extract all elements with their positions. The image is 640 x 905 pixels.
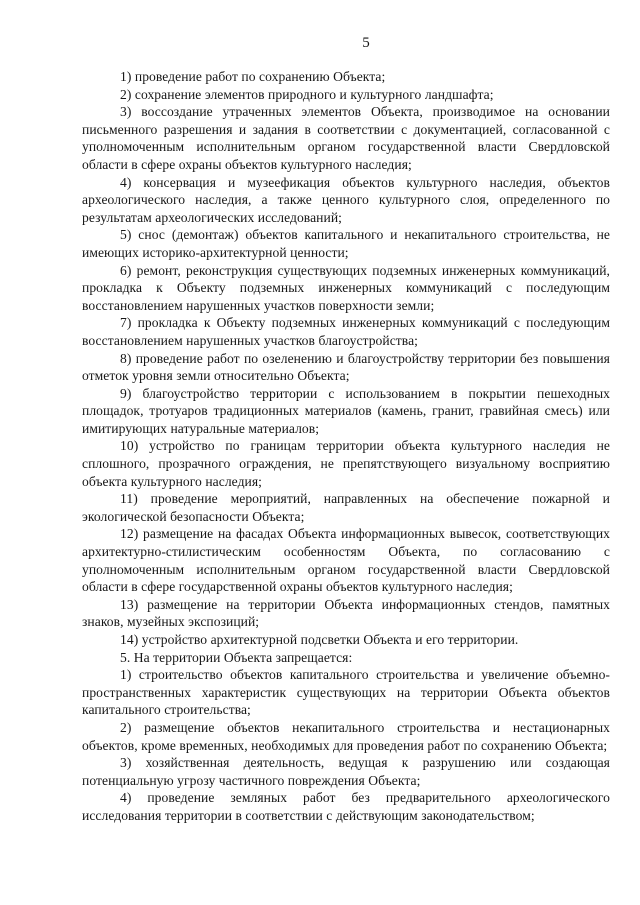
paragraph: 14) устройство архитектурной подсветки Объекта и его территории. <box>120 632 519 647</box>
paragraph: 6) ремонт, реконструкция существующих подземных инженерных коммуникаций, прокладка к Объекту подземных инженерных коммуникаций с последующим восстановлением нарушенных участков поверхности земли; <box>82 262 610 313</box>
paragraph: 2) размещение объектов некапитального строительства и нестационарных объектов, кроме временных, необходимых для проведения работ по сохранению Объекта; <box>82 719 610 753</box>
paragraph: 8) проведение работ по озеленению и благоустройству территории без повышения отметок уровня земли относительно Объекта; <box>82 350 610 384</box>
paragraph: 2) сохранение элементов природного и культурного ландшафта; <box>120 86 494 102</box>
page-number: 5 <box>362 35 370 51</box>
paragraph: 1) строительство объектов капитального строительства и увеличение объемно-пространственных характеристик существующих на территории Объекта объектов капитального строительства; <box>82 667 610 718</box>
paragraph: 9) благоустройство территории с использованием в покрытии пешеходных площадок, тротуаров традиционных материалов (камень, гранит, гравийная смесь) или имитирующих натуральные материалов; <box>82 385 610 436</box>
paragraph: 1) проведение работ по сохранению Объекта; <box>120 69 386 84</box>
paragraph: 5) снос (демонтаж) объектов капитального и некапитального строительства, не имеющих историко-архитектурной ценности; <box>82 227 610 260</box>
paragraph: 12) размещение на фасадах Объекта информационных вывесок, соответствующих архитектурно-стилистическим особенностям Объекта, по согласованию с уполномоченным исполнительным органом государственной власти Свердловской области в сфере государственной охраны объектов культурного наследия; <box>82 526 610 595</box>
paragraph: 10) устройство по границам территории объекта культурного наследия не сплошного, прозрачного ограждения, не препятствующего визуальному восприятию объекта культурного наследия; <box>82 438 610 489</box>
paragraph: 4) консервация и музеефикация объектов культурного наследия, объектов археологического наследия, а также ценного культурного слоя, определенного по результатам археологических исследований; <box>82 174 610 225</box>
paragraph: 13) размещение на территории Объекта информационных стендов, памятных знаков, музейных экспозиций; <box>82 596 610 630</box>
paragraph: 7) прокладка к Объекту подземных инженерных коммуникаций с последующим восстановлением нарушенных участков благоустройства; <box>82 315 610 348</box>
document-body <box>82 68 610 825</box>
paragraph: 4) проведение земляных работ без предварительного археологического исследования территории в соответствии с действующим законодательством; <box>82 790 610 823</box>
paragraph: 3) воссоздание утраченных элементов Объекта, производимое на основании письменного разрешения и задания в соответствии с документацией, согласованной с уполномоченным исполнительным органом государственной власти Свердловской области в сфере охраны объектов культурного наследия; <box>82 104 610 172</box>
paragraph: 3) хозяйственная деятельность, ведущая к разрушению или создающая потенциальную угрозу частичного повреждения Объекта; <box>82 755 610 788</box>
paragraph: 11) проведение мероприятий, направленных на обеспечение пожарной и экологической безопасности Объекта; <box>82 491 610 524</box>
section-heading: 5. На территории Объекта запрещается: <box>120 649 353 665</box>
